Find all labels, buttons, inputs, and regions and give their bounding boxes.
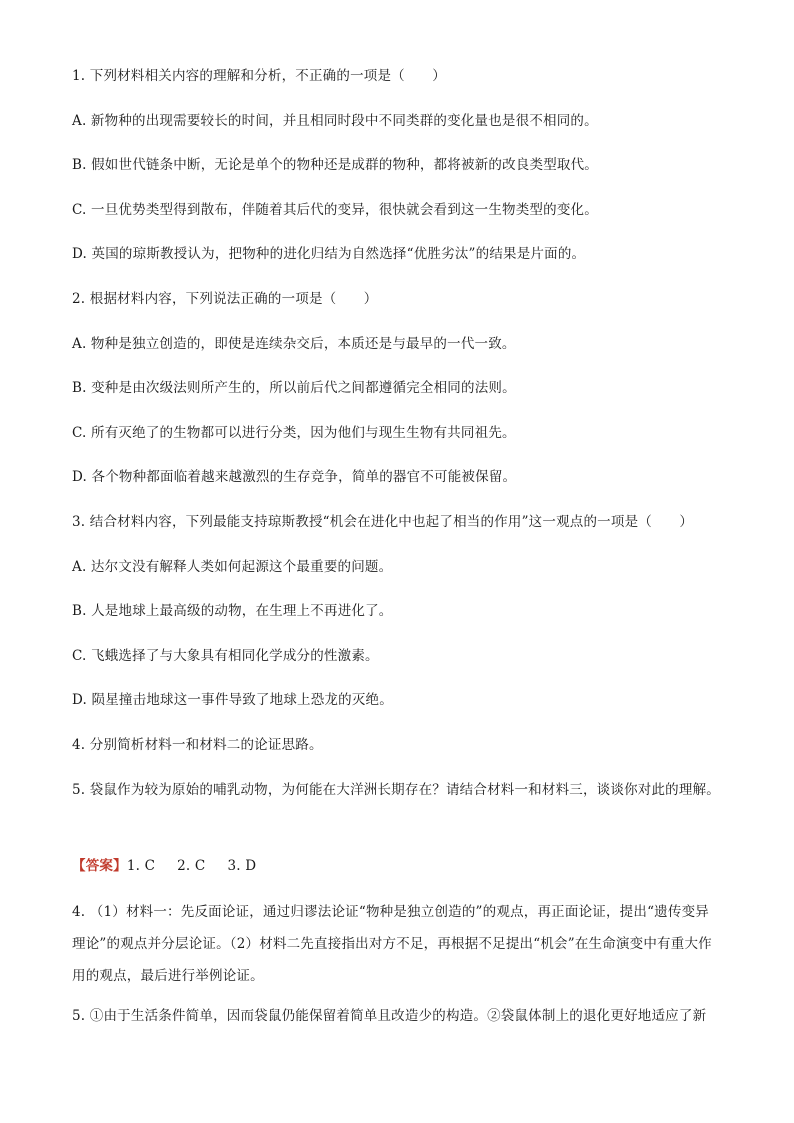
q1-option-c: C. 一旦优势类型得到散布，伴随着其后代的变异，很快就会看到这一生物类型的变化。 bbox=[72, 202, 598, 218]
q4-stem: 4. 分别简析材料一和材料二的论证思路。 bbox=[72, 737, 323, 753]
q3-option-a: A. 达尔文没有解释人类如何起源这个最重要的问题。 bbox=[72, 559, 393, 575]
q2-stem: 2. 根据材料内容，下列说法正确的一项是（ ） bbox=[72, 291, 378, 307]
answer-4: 4. （1）材料一：先反面论证，通过归谬法论证“物种是独立创造的”的观点，再正面论证，提出“遗传变异理论”的观点并分层论证。（2）材料二先直接指出对方不足，再根据不足提出“机会”在生命演变中有重大作用的观点，最后进行举例论证。 bbox=[72, 904, 712, 984]
q2-option-d: D. 各个物种都面临着越来越激烈的生存竞争，简单的器官不可能被保留。 bbox=[72, 469, 517, 485]
answer-label: 【答案】 bbox=[72, 858, 127, 874]
q3-option-d: D. 陨星撞击地球这一事件导致了地球上恐龙的灭绝。 bbox=[72, 692, 393, 708]
q5-stem: 5. 袋鼠作为较为原始的哺乳动物，为何能在大洋洲长期存在？请结合材料一和材料三，谈谈你对此的理解。 bbox=[72, 782, 720, 798]
q3-option-c: C. 飞蛾选择了与大象具有相同化学成分的性激素。 bbox=[72, 648, 379, 664]
answer-3: 3. D bbox=[227, 858, 257, 874]
answer-2: 2. C bbox=[177, 858, 206, 874]
answer-1: 1. C bbox=[126, 858, 156, 874]
answer-key-line bbox=[72, 856, 722, 876]
q3-option-b: B. 人是地球上最高级的动物，在生理上不再进化了。 bbox=[72, 603, 393, 619]
answer-5: 5. ①由于生活条件简单，因而袋鼠仍能保留着简单且改造少的构造。②袋鼠体制上的退化更好地适应了新 bbox=[72, 1008, 707, 1024]
q2-option-b: B. 变种是由次级法则所产生的，所以前后代之间都遵循完全相同的法则。 bbox=[72, 380, 516, 396]
q1-stem: 1. 下列材料相关内容的理解和分析，不正确的一项是（ ） bbox=[72, 68, 446, 84]
q1-option-d: D. 英国的琼斯教授认为，把物种的进化归结为自然选择“优胜劣汰”的结果是片面的。 bbox=[72, 246, 586, 262]
q2-option-a: A. 物种是独立创造的，即使是连续杂交后，本质还是与最早的一代一致。 bbox=[72, 336, 516, 352]
q2-option-c: C. 所有灭绝了的生物都可以进行分类，因为他们与现生生物有共同祖先。 bbox=[72, 425, 516, 441]
q3-stem: 3. 结合材料内容，下列最能支持琼斯教授“机会在进化中也起了相当的作用”这一观点的一项是（ ） bbox=[72, 514, 694, 530]
q1-option-a: A. 新物种的出现需要较长的时间，并且相同时段中不同类群的变化量也是很不相同的。 bbox=[72, 113, 598, 129]
q1-option-b: B. 假如世代链条中断，无论是单个的物种还是成群的物种，都将被新的改良类型取代。 bbox=[72, 157, 599, 173]
